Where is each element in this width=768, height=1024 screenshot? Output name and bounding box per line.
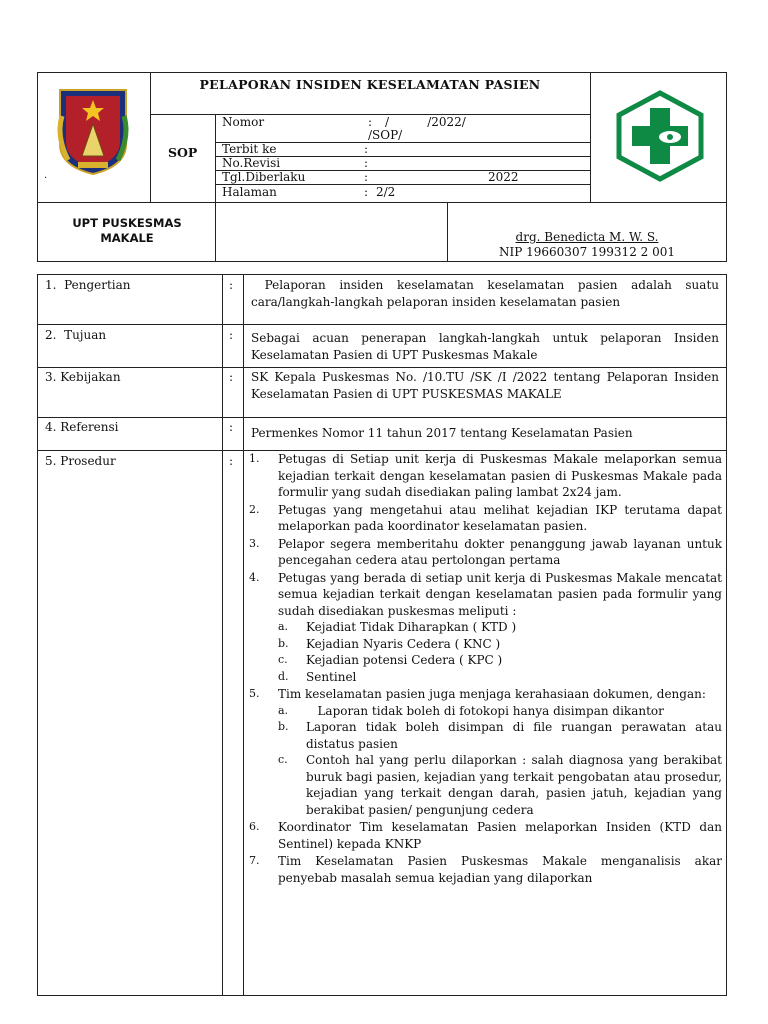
step-text: Pelapor segera memberitahu dokter penanggung jawab layanan untuk pencegahan cedera atau pertolongan pertama — [278, 536, 722, 567]
sub-text: Laporan tidak boleh disimpan di file ruangan perawatan atau distatus pasien — [306, 720, 722, 751]
sub-item — [278, 669, 722, 686]
sub-text: Kejadiat Tidak Diharapkan ( KTD ) — [306, 620, 517, 634]
section-text: Permenkes Nomor 11 tahun 2017 tentang Keselamatan Pasien — [251, 426, 633, 440]
step-text: Petugas di Setiap unit kerja di Puskesmas Makale melaporkan semua kejadian terkait dengan keselamatan pasien di Puskesmas Makale pada formulir yang sudah disediakan paling lambat 2x24 jam. — [278, 452, 722, 499]
sub-item — [278, 619, 722, 636]
step-number: 4. — [249, 570, 260, 584]
sub-letter: b. — [278, 636, 289, 650]
sub-text: Sentinel — [306, 669, 357, 684]
sub-text: Contoh hal yang perlu dilaporkan : salah diagnosa yang berakibat buruk bagi pasien, kejadian yang terkait pengobatan atau prosedur, kejadian yang terkait dengan darah, pasien jatuh, kejadian yang berakibat pasien/ pengunjung cedera — [306, 753, 722, 817]
page-title: PELAPORAN INSIDEN KESELAMATAN PASIEN — [199, 77, 541, 92]
section-label: 4. Referensi — [45, 420, 119, 434]
meta-label-revisi: No.Revisi — [222, 156, 281, 170]
sub-letter: c. — [278, 653, 288, 666]
signatory-name: drg. Benedicta M. W. S. — [515, 230, 659, 244]
puskesmas-logo-icon — [612, 90, 708, 182]
section-colon: : — [229, 370, 234, 384]
meta-label-halaman: Halaman — [222, 185, 277, 199]
meta-label-tgl: Tgl.Diberlaku — [222, 170, 306, 184]
procedure-list — [249, 451, 722, 886]
table-column-divider — [243, 274, 244, 996]
procedure-step — [249, 502, 722, 535]
meta-value-nomor: / /2022/ — [385, 115, 466, 129]
procedure-step — [249, 570, 722, 686]
step-number: 7. — [249, 854, 260, 867]
section-colon: : — [229, 278, 234, 292]
section-label: 3. Kebijakan — [45, 370, 121, 384]
meta-value-halaman: 2/2 — [376, 185, 396, 199]
table-row-divider — [37, 417, 727, 418]
section-label: 5. Prosedur — [45, 454, 116, 468]
sub-letter: d. — [278, 669, 289, 683]
header-divider — [215, 114, 216, 262]
procedure-step — [249, 536, 722, 569]
meta-label-terbit: Terbit ke — [222, 142, 277, 156]
step-number: 2. — [249, 502, 260, 516]
step-text: Petugas yang mengetahui atau melihat kejadian IKP terutama dapat melaporkan pada koordinator keselamatan pasien. — [278, 502, 722, 533]
step-number: 5. — [249, 687, 260, 700]
emblem-mark: . — [44, 170, 48, 181]
section-text: Pelaporan insiden keselamatan keselamatan pasien adalah suatu cara/langkah-langkah pelaporan insiden keselamatan pasien — [251, 278, 723, 309]
step-number: 3. — [249, 536, 260, 550]
sub-letter: a. — [278, 703, 289, 717]
procedure-step — [249, 853, 722, 886]
meta-colon: : — [364, 142, 369, 156]
sub-text: Kejadian Nyaris Cedera ( KNC ) — [306, 636, 501, 651]
section-text: SK Kepala Puskesmas No. /10.TU /SK /I /2022 tentang Pelaporan Insiden Keselamatan Pasien di UPT PUSKESMAS MAKALE — [251, 370, 719, 401]
section-text: Sebagai acuan penerapan langkah-langkah untuk pelaporan Insiden Keselamatan Pasien di UPT Puskesmas Makale — [251, 331, 719, 362]
step-number: 6. — [249, 820, 260, 833]
procedure-step — [249, 819, 722, 852]
table-row-divider — [37, 324, 727, 325]
section-colon: : — [229, 328, 234, 342]
sub-item — [278, 652, 722, 669]
meta-colon: : — [364, 185, 369, 199]
sub-item — [278, 752, 722, 818]
header-divider — [37, 202, 727, 203]
section-label: 1. Pengertian — [45, 278, 131, 292]
section-label: 2. Tujuan — [45, 328, 107, 342]
meta-label-nomor: Nomor — [222, 115, 265, 129]
step-text: Koordinator Tim keselamatan Pasien melaporkan Insiden (KTD dan Sentinel) kepada KNKP — [278, 820, 722, 851]
sub-item — [278, 703, 722, 720]
header-divider — [590, 72, 591, 202]
procedure-step — [249, 686, 722, 818]
sub-item — [278, 719, 722, 752]
sub-text: Laporan tidak boleh di fotokopi hanya disimpan dikantor — [306, 703, 664, 718]
step-text: Tim keselamatan pasien juga menjaga kerahasiaan dokumen, dengan: — [278, 687, 706, 701]
step-text: Petugas yang berada di setiap unit kerja di Puskesmas Makale mencatat semua kejadian terkait dengan keselamatan pasien pada formulir yang sudah disediakan puskesmas meliputi : — [278, 570, 722, 618]
step-number: 1. — [249, 452, 260, 465]
sub-letter: a. — [278, 620, 289, 633]
sub-letter: c. — [278, 753, 288, 766]
meta-colon: : — [368, 115, 373, 129]
meta-value-nomor-line2: /SOP/ — [368, 128, 403, 142]
regency-emblem-icon — [52, 86, 134, 176]
table-row-divider — [37, 367, 727, 368]
meta-colon: : — [364, 156, 369, 170]
step-text: Tim Keselamatan Pasien Puskesmas Makale menganalisis akar penyebab masalah semua kejadian yang dilaporkan — [278, 854, 722, 885]
sub-letter: b. — [278, 720, 289, 733]
sop-label: SOP — [168, 145, 198, 160]
procedure-step — [249, 451, 722, 501]
signatory-nip: NIP 19660307 199312 2 001 — [499, 245, 675, 259]
meta-colon: : — [364, 170, 369, 184]
sub-item — [278, 636, 722, 653]
table-column-divider — [222, 274, 223, 996]
unit-name: UPT PUSKESMAS MAKALE — [72, 216, 182, 245]
sub-text: Kejadian potensi Cedera ( KPC ) — [306, 653, 503, 667]
meta-value-tgl: 2022 — [488, 170, 519, 184]
section-colon: : — [229, 420, 234, 434]
section-colon: : — [229, 454, 234, 468]
